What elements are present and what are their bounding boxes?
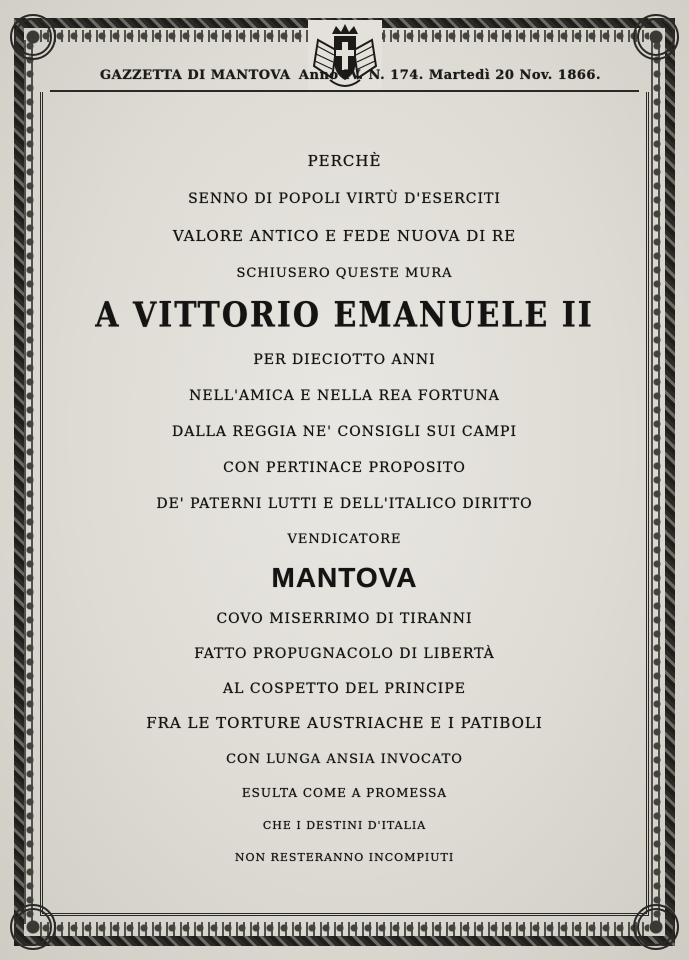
proclamation-line: PERCHÈ bbox=[307, 152, 382, 170]
proclamation-line: PER DIECIOTTO ANNI bbox=[253, 352, 436, 368]
proclamation-line: SCHIUSERO QUESTE MURA bbox=[236, 266, 453, 281]
proclamation-line: FRA LE TORTURE AUSTRIACHE E I PATIBOLI bbox=[146, 714, 543, 732]
newspaper-title: GAZZETTA DI MANTOVA bbox=[100, 67, 291, 83]
proclamation-line: DALLA REGGIA NE' CONSIGLI SUI CAMPI bbox=[172, 424, 517, 440]
proclamation bbox=[70, 140, 619, 863]
masthead-rule bbox=[50, 90, 639, 92]
mantova-heading: MANTOVA bbox=[271, 562, 418, 593]
proclamation-line: VENDICATORE bbox=[287, 532, 402, 547]
proclamation-line: CON LUNGA ANSIA INVOCATO bbox=[226, 752, 463, 767]
corner-ornament-icon bbox=[633, 14, 679, 60]
proclamation-line: COVO MISERRIMO DI TIRANNI bbox=[216, 611, 473, 627]
proclamation-line: ESULTA COME A PROMESSA bbox=[241, 786, 448, 800]
corner-ornament-icon bbox=[10, 14, 56, 60]
masthead bbox=[60, 58, 629, 92]
issue-date: Anno IV. N. 174. Martedì 20 Nov. 1866. bbox=[298, 67, 601, 83]
proclamation-line: CON PERTINACE PROPOSITO bbox=[223, 460, 466, 476]
proclamation-line: NELL'AMICA E NELLA REA FORTUNA bbox=[189, 388, 500, 404]
proclamation-line: AL COSPETTO DEL PRINCIPE bbox=[223, 681, 466, 697]
proclamation-line: SENNO DI POPOLI VIRTÙ D'ESERCITI bbox=[188, 191, 501, 207]
border-band-left bbox=[24, 40, 38, 924]
border-band-bottom bbox=[40, 922, 649, 936]
proclamation-line: VALORE ANTICO E FEDE NUOVA DI RE bbox=[172, 227, 517, 245]
proclamation-line: NON RESTERANNO INCOMPIUTI bbox=[234, 851, 455, 864]
king-name-heading: A VITTORIO EMANUELE II bbox=[95, 295, 594, 336]
proclamation-line: CHE I DESTINI D'ITALIA bbox=[262, 819, 427, 832]
border-band-right bbox=[651, 40, 665, 924]
proclamation-line: FATTO PROPUGNACOLO DI LIBERTÀ bbox=[194, 646, 495, 662]
proclamation-line: DE' PATERNI LUTTI E DELL'ITALICO DIRITTO bbox=[156, 496, 533, 512]
